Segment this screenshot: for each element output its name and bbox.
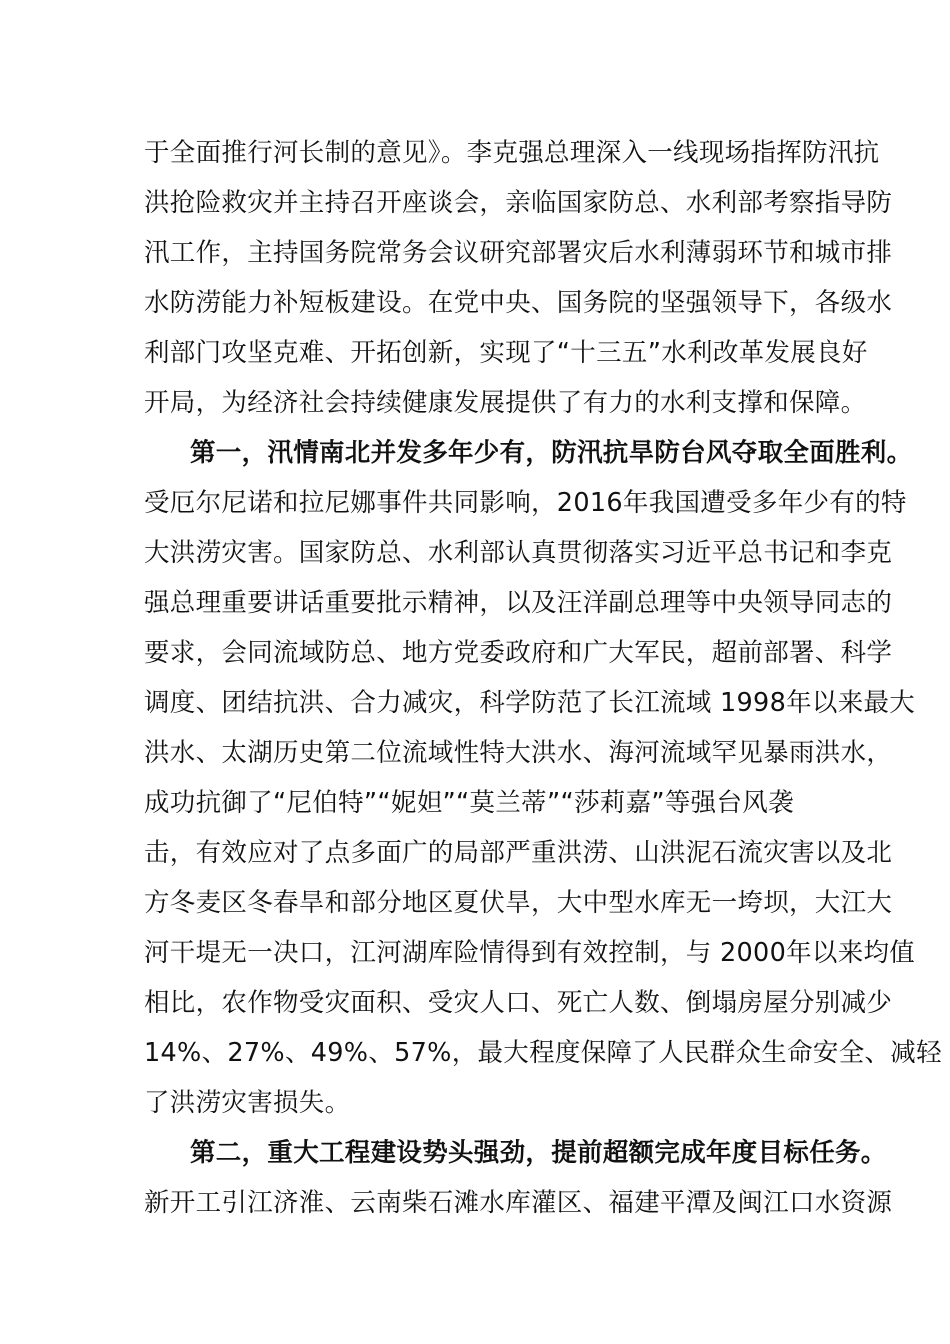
body-text-line: 洪抢险救灾并主持召开座谈会，亲临国家防总、水利部考察指导防 <box>144 188 893 218</box>
body-text-line: 于全面推行河长制的意见》。李克强总理深入一线现场指挥防汛抗 <box>144 138 880 168</box>
body-text-line: 受厄尔尼诺和拉尼娜事件共同影响，2016年我国遭受多年少有的特 <box>144 488 907 518</box>
body-text-line: 方冬麦区冬春旱和部分地区夏伏旱，大中型水库无一垮坝，大江大 <box>144 888 893 918</box>
body-text-line: 要求，会同流域防总、地方党委政府和广大军民，超前部署、科学 <box>144 638 893 668</box>
body-text-line: 了洪涝灾害损失。 <box>144 1088 351 1118</box>
body-text-line: 14%、27%、49%、57%，最大程度保障了人民群众生命安全、减轻 <box>144 1038 942 1068</box>
section-heading-1: 第一，汛情南北并发多年少有，防汛抗旱防台风夺取全面胜利。 <box>190 438 913 468</box>
body-text-line: 水防涝能力补短板建设。在党中央、国务院的坚强领导下，各级水 <box>144 288 893 318</box>
body-text-line: 新开工引江济淮、云南柴石滩水库灌区、福建平潭及闽江口水资源 <box>144 1188 893 1218</box>
body-text-line: 河干堤无一决口，江河湖库险情得到有效控制，与 2000年以来均值 <box>144 938 916 968</box>
body-text-line: 调度、团结抗洪、合力减灾，科学防范了长江流域 1998年以来最大 <box>144 688 916 718</box>
body-text-line: 击，有效应对了点多面广的局部严重洪涝、山洪泥石流灾害以及北 <box>144 838 893 868</box>
body-text-line: 开局，为经济社会持续健康发展提供了有力的水利支撑和保障。 <box>144 388 867 418</box>
body-text-line: 大洪涝灾害。国家防总、水利部认真贯彻落实习近平总书记和李克 <box>144 538 893 568</box>
body-text-line: 相比，农作物受灾面积、受灾人口、死亡人数、倒塌房屋分别减少 <box>144 988 893 1018</box>
body-text-line: 利部门攻坚克难、开拓创新，实现了“十三五”水利改革发展良好 <box>144 338 868 368</box>
section-heading-2: 第二，重大工程建设势头强劲，提前超额完成年度目标任务。 <box>190 1138 887 1168</box>
body-text-line: 汛工作，主持国务院常务会议研究部署灾后水利薄弱环节和城市排 <box>144 238 893 268</box>
body-text-line: 洪水、太湖历史第二位流域性特大洪水、海河流域罕见暴雨洪水， <box>144 738 893 768</box>
body-text-line: 成功抗御了“尼伯特”“妮妲”“莫兰蒂”“莎莉嘉”等强台风袭 <box>144 788 794 818</box>
body-text-line: 强总理重要讲话重要批示精神，以及汪洋副总理等中央领导同志的 <box>144 588 893 618</box>
